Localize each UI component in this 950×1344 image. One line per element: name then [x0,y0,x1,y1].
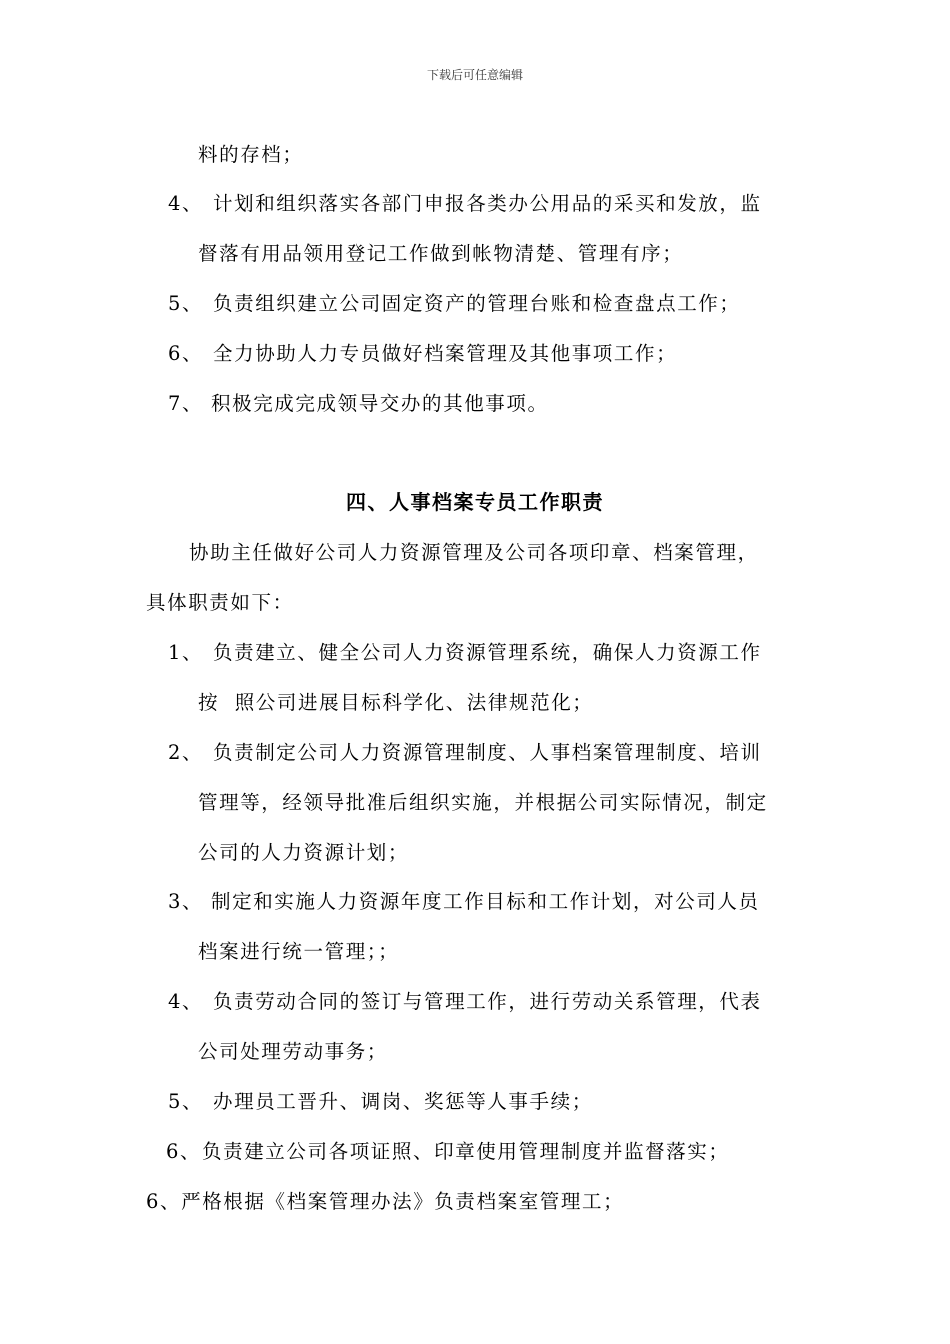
item-text: 档案进行统一管理；； [198,940,400,963]
item-text: 管理等，经领导批准后组织实施，并根据公司实际情况，制定 [198,791,768,814]
item-number: 4、 [168,192,204,215]
intro-line: 协助主任做好公司人力资源管理及公司各项印章、档案管理， [189,541,759,564]
continuation-line: 料的存档； [198,143,304,166]
item-text: 负责建立、健全公司人力资源管理系统，确保人力资源工作 [213,641,762,664]
item-text: 督落有用品领用登记工作做到帐物清楚、管理有序； [198,242,684,265]
section-title: 四、人事档案专员工作职责 [346,490,604,514]
item-text: 计划和组织落实各部门申报各类办公用品的采买和发放，监 [213,192,762,215]
item-text: 公司的人力资源计划； [198,841,410,864]
item-text: 负责建立公司各项证照、印章使用管理制度并监督落实； [202,1140,730,1163]
item-text: 公司处理劳动事务； [198,1040,388,1063]
item-number: 6、 [168,342,204,365]
item-number: 7、 [168,392,204,415]
page-header: 下载后可任意编辑 [426,68,523,82]
item-number: 5、 [168,292,204,315]
intro-line: 具体职责如下： [146,591,294,614]
item-number: 5、 [168,1090,204,1113]
item-text: 制定和实施人力资源年度工作目标和工作计划，对公司人员 [211,890,760,913]
item-number: 6、 [166,1140,202,1163]
item-number: 1、 [168,641,204,664]
item-number: 2、 [168,741,204,764]
item-number: 3、 [168,890,204,913]
item-text: 负责劳动合同的签订与管理工作，进行劳动关系管理，代表 [213,990,762,1013]
item-text: 积极完成完成领导交办的其他事项。 [211,392,549,415]
item-text: 全力协助人力专员做好档案管理及其他事项工作； [213,342,678,365]
item-text: 按 照公司进展目标科学化、法律规范化； [198,691,594,714]
item-number: 4、 [168,990,204,1013]
item-text: 负责制定公司人力资源管理制度、人事档案管理制度、培训 [213,741,762,764]
item-text: 办理员工晋升、调岗、奖惩等人事手续； [213,1090,593,1113]
item-text: 负责组织建立公司固定资产的管理台账和检查盘点工作； [213,292,741,315]
last-item: 6、严格根据《档案管理办法》负责档案室管理工； [146,1190,625,1213]
